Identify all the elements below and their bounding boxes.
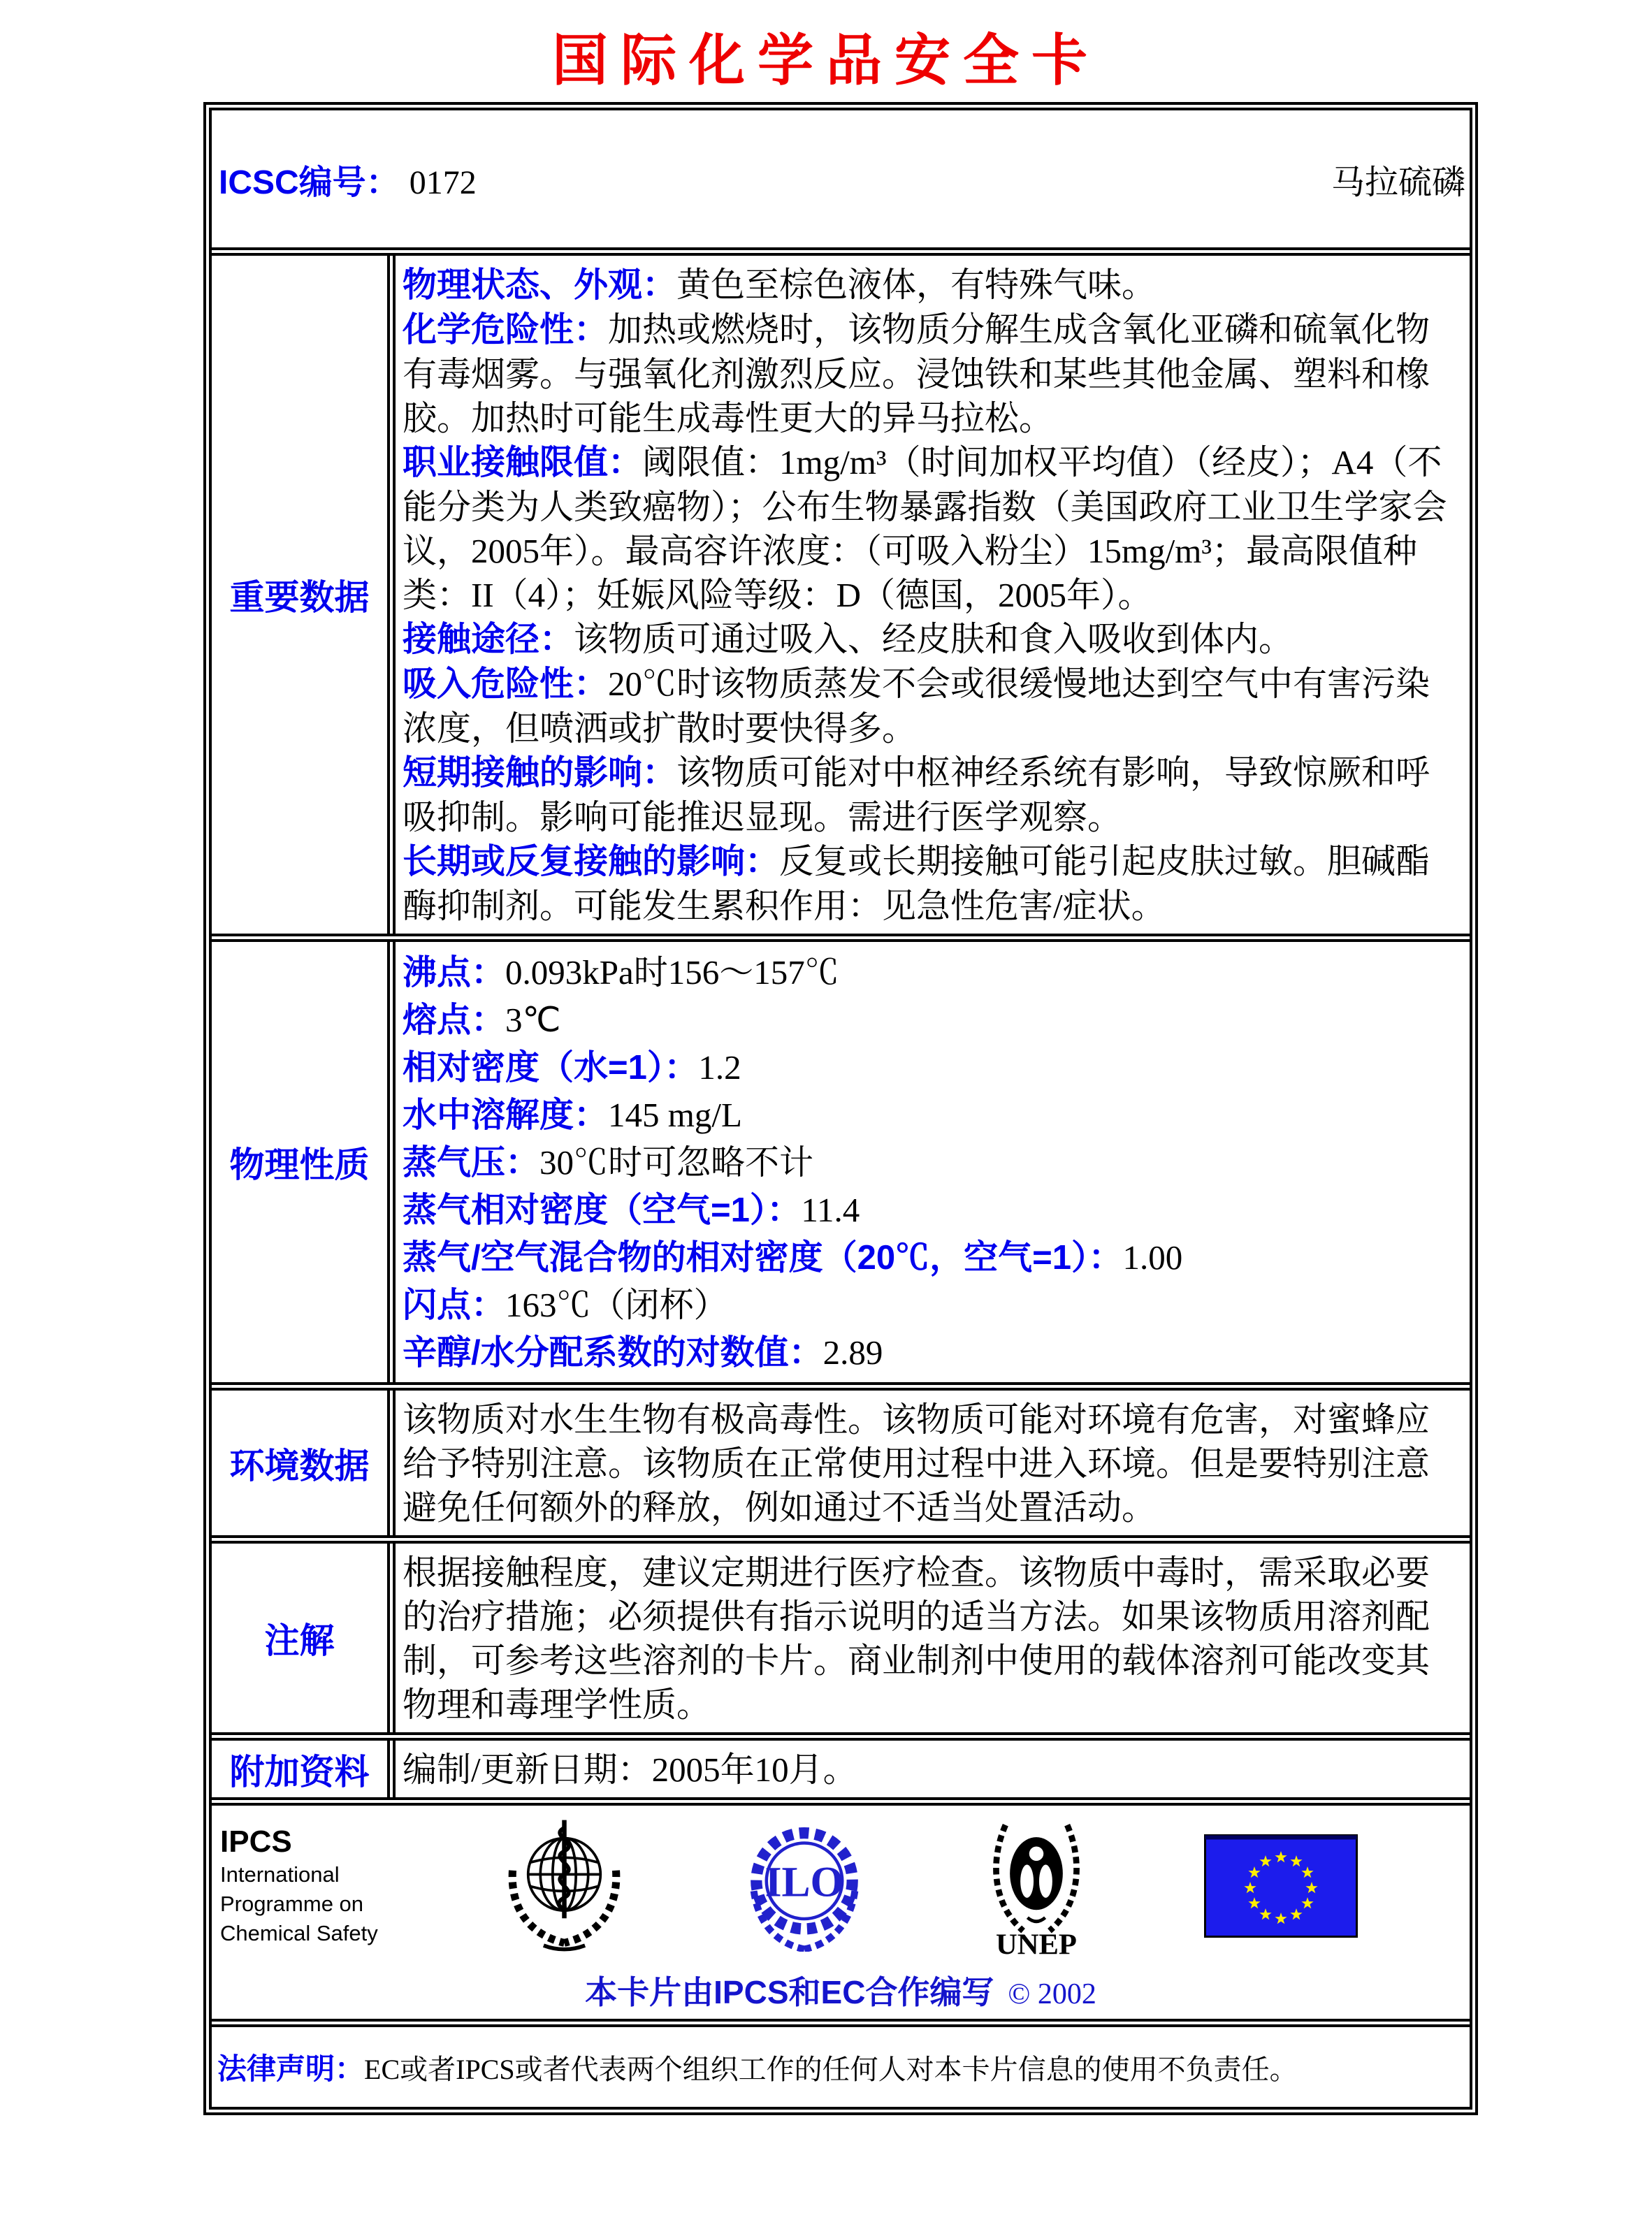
field-boiling-point [403, 949, 1463, 996]
section-label-notes: 注解 [212, 1544, 396, 1732]
field-label: 吸入危险性： [403, 665, 609, 703]
section-label-physical-properties: 物理性质 [212, 942, 396, 1382]
field-label: 化学危险性： [403, 311, 609, 349]
section-label-additional-information: 附加资料 [212, 1741, 396, 1797]
field-notes: 根据接触程度，建议定期进行医疗检查。该物质中毒时，需采取必要的治疗措施；必须提供有指示说明的适当方法。如果该物质用溶剂配制，可参考这些溶剂的卡片。商业制剂中使用的载体溶剂可能改变其物理和毒理学性质。 [403, 1553, 1430, 1724]
field-text: 阈限值：1mg/m³（时间加权平均值）（经皮）；A4（不能分类为人类致癌物）；公布生物暴露指数（美国政府工业卫生学家会议，2005年）。最高容许浓度：（可吸入粉尘）15mg/m³；最高限值种类：II（4）；妊娠风险等级：D（德国，2005年）。 [403, 443, 1447, 614]
ilo-logo-letters: ILO [765, 1857, 844, 1906]
field-inhalation-risk [403, 662, 1463, 750]
field-routes-of-exposure [403, 617, 1463, 662]
field-long-term-effects [403, 839, 1463, 928]
page-title: 国际化学品安全卡 [552, 31, 1100, 92]
field-text: 1.2 [698, 1048, 741, 1087]
legal-notice-label: 法律声明： [217, 2052, 365, 2085]
field-text: 11.4 [801, 1191, 860, 1229]
icsc-number-group [219, 155, 477, 203]
caption-copyright: © 2002 [1008, 1978, 1096, 2010]
field-text: 该物质可能对中枢神经系统有影响，导致惊厥和呼吸抑制。影响可能推迟显现。需进行医学观察。 [403, 753, 1430, 836]
section-label-environmental-data: 环境数据 [212, 1391, 396, 1535]
field-text: 145 mg/L [608, 1096, 742, 1134]
icsc-card-table [203, 102, 1478, 2115]
field-label: 接触途径： [403, 621, 574, 658]
field-label: 水中溶解度： [403, 1096, 609, 1134]
field-text: 163℃（闭杯） [505, 1286, 728, 1324]
ipcs-text-block [220, 1824, 388, 1948]
field-label: 长期或反复接触的影响： [403, 843, 780, 880]
field-label: 短期接触的影响： [403, 754, 677, 792]
section-content-environmental-data [396, 1391, 1470, 1535]
ipcs-name-line1: International [220, 1862, 340, 1887]
field-vapour-air-mixture-density [403, 1234, 1463, 1282]
field-flash-point [403, 1282, 1463, 1329]
field-short-term-effects [403, 750, 1463, 839]
field-text: 30℃时可忽略不计 [539, 1143, 814, 1182]
section-content-notes [396, 1544, 1470, 1732]
field-chemical-dangers [403, 307, 1463, 440]
field-label: 蒸气压： [403, 1144, 540, 1182]
section-content-additional-information [396, 1741, 1470, 1797]
logos-row [212, 1806, 1470, 2027]
section-row-notes [212, 1544, 1470, 1741]
icsc-number-label: ICSC编号： [219, 164, 400, 201]
field-text: 3℃ [505, 1001, 561, 1039]
field-label: 沸点： [403, 954, 506, 992]
field-label: 辛醇/水分配系数的对数值： [403, 1334, 823, 1372]
field-text: 黄色至棕色液体，有特殊气味。 [676, 266, 1157, 304]
section-content-physical-properties [396, 942, 1470, 1382]
section-row-physical-properties [212, 942, 1470, 1391]
field-label: 蒸气/空气混合物的相对密度（20℃，空气=1）： [403, 1239, 1123, 1277]
who-logo-icon [500, 1817, 629, 1955]
field-text: 1.00 [1122, 1238, 1183, 1277]
field-octanol-water-partition [403, 1329, 1463, 1377]
icsc-number-value: 0172 [409, 164, 477, 201]
field-text: 20℃时该物质蒸发不会或很缓慢地达到空气中有害污染浓度，但喷洒或扩散时要快得多。 [403, 665, 1430, 748]
unep-logo-block [980, 1814, 1092, 1957]
field-update-date: 编制/更新日期：2005年10月。 [403, 1750, 857, 1789]
ipcs-name-line2: Programme on [220, 1891, 364, 1916]
section-content-important-data [396, 256, 1470, 934]
field-label: 物理状态、外观： [403, 266, 677, 304]
header-row [212, 110, 1470, 256]
field-physical-state-appearance [403, 263, 1463, 307]
field-label: 蒸气相对密度（空气=1）： [403, 1191, 802, 1229]
unep-logo-letters: UNEP [995, 1928, 1077, 1957]
caption-text: 本卡片由IPCS和EC合作编写 [585, 1974, 994, 2010]
legal-notice [217, 2046, 1298, 2088]
logos-strip [212, 1814, 1470, 1957]
field-text: 加热或燃烧时，该物质分解生成含氧化亚磷和硫氧化物有毒烟雾。与强氧化剂激烈反应。浸蚀铁和某些其他金属、塑料和橡胶。加热时可能生成毒性更大的异马拉松。 [403, 310, 1430, 437]
eu-flag-icon [1204, 1834, 1358, 1938]
field-vapour-relative-density [403, 1187, 1463, 1234]
field-environmental-data: 该物质对水生生物有极高毒性。该物质可能对环境有危害，对蜜蜂应给予特别注意。该物质在正常使用过程中进入环境。但是要特别注意避免任何额外的释放，例如通过不适当处置活动。 [403, 1400, 1430, 1527]
field-text: 该物质可通过吸入、经皮肤和食入吸收到体内。 [574, 620, 1294, 658]
section-row-important-data [212, 256, 1470, 942]
field-relative-density [403, 1044, 1463, 1091]
ipcs-name-line3: Chemical Safety [220, 1920, 378, 1945]
field-water-solubility [403, 1091, 1463, 1139]
field-occupational-exposure-limits [403, 440, 1463, 617]
ipcs-acronym: IPCS [220, 1824, 292, 1859]
field-melting-point [403, 996, 1463, 1044]
unep-logo-icon [980, 1814, 1092, 1957]
legal-notice-text: EC或者IPCS或者代表两个组织工作的任何人对本卡片信息的使用不负责任。 [364, 2054, 1298, 2085]
field-label: 熔点： [403, 1001, 506, 1039]
card-caption [212, 1967, 1470, 2013]
field-vapour-pressure [403, 1139, 1463, 1187]
section-label-important-data: 重要数据 [212, 256, 396, 934]
organization-logos [388, 1814, 1470, 1957]
field-text: 2.89 [823, 1333, 883, 1372]
section-row-additional-information [212, 1741, 1470, 1806]
field-label: 职业接触限值： [403, 444, 643, 481]
chemical-name: 马拉硫磷 [1331, 164, 1465, 201]
legal-notice-row [212, 2027, 1470, 2107]
field-text: 0.093kPa时156～157℃ [505, 953, 839, 992]
field-label: 相对密度（水=1）： [403, 1049, 699, 1087]
field-text: 反复或长期接触可能引起皮肤过敏。胆碱酯酶抑制剂。可能发生累积作用：见急性危害/症状。 [403, 842, 1430, 925]
section-row-environmental-data [212, 1391, 1470, 1544]
field-label: 闪点： [403, 1286, 506, 1324]
ilo-logo-icon [741, 1820, 868, 1952]
